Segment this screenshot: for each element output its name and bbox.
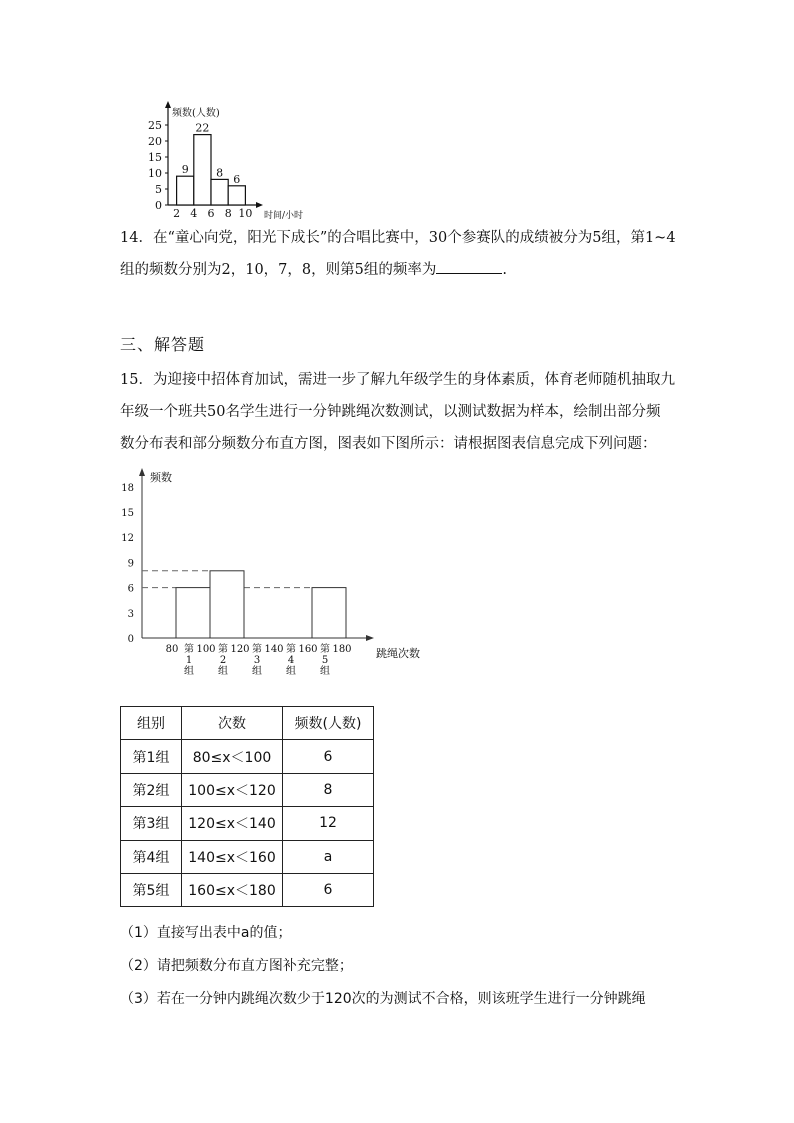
answer-blank (436, 257, 502, 274)
histogram-bar (176, 588, 210, 638)
histogram-bar (177, 176, 194, 205)
y-tick-label: 0 (155, 199, 162, 212)
data-label: 8 (216, 166, 224, 180)
x-tick-label: 4 (190, 207, 198, 220)
y-tick-label: 10 (148, 167, 162, 180)
x-axis-arrow (366, 635, 374, 641)
x-tick-label: 2 (173, 207, 181, 220)
y-tick-label: 0 (127, 634, 134, 645)
cell-group: 第2组 (121, 773, 182, 806)
x-tick-label: 100 (196, 644, 216, 655)
frequency-table (120, 706, 374, 907)
histogram-jump-rope (110, 465, 440, 685)
x-tick-label: 10 (238, 207, 253, 220)
y-tick-label: 15 (121, 508, 134, 519)
data-label: 22 (195, 121, 210, 135)
cell-group: 第5组 (121, 873, 182, 906)
table-row (121, 807, 374, 840)
q14-line2 (120, 254, 680, 286)
histogram-bar (211, 179, 228, 205)
cell-range: 100≤x＜120 (182, 773, 283, 806)
x-tick-label: 120 (230, 644, 250, 655)
y-tick-label: 6 (127, 583, 134, 595)
header-group: 组别 (121, 707, 182, 740)
x-tick-label: 180 (332, 644, 352, 655)
chart2-axes (121, 468, 420, 677)
data-label: 9 (181, 163, 189, 177)
table-header-row (121, 707, 374, 740)
x-axis-title: 跳绳次数 (376, 647, 420, 660)
table-row (121, 840, 374, 873)
cell-frequency: 12 (283, 807, 374, 840)
group-label-bottom: 组 (252, 666, 262, 677)
group-label-top: 第 (184, 644, 194, 655)
question-14 (120, 222, 680, 286)
table-row (121, 773, 374, 806)
histogram-hours (130, 98, 320, 223)
header-count: 次数 (182, 707, 283, 740)
x-tick-label: 6 (207, 207, 215, 220)
histogram-bar (194, 135, 211, 205)
q15-line3: 数分布表和部分频数分布直方图，图表如下图所示：请根据图表信息完成下列问题： (120, 436, 657, 452)
x-tick-label: 8 (224, 207, 232, 220)
x-axis-title: 时间/小时 (264, 211, 304, 221)
section-heading: 三、解答题 (120, 335, 206, 354)
y-axis-title: 频数(人数) (172, 108, 220, 119)
group-label-bottom: 组 (286, 666, 296, 677)
header-frequency: 频数(人数) (283, 707, 374, 740)
x-axis-arrow (256, 202, 263, 208)
subquestion-2: （2）请把频数分布直方图补充完整； (120, 958, 353, 974)
question-15 (120, 364, 680, 460)
q14-line1: 14．在“童心向党，阳光下成长”的合唱比赛中，30个参赛队的成绩被分为5组，第1~4 (120, 230, 676, 246)
group-label-number: 4 (287, 655, 295, 666)
q14-line2-text: 组的频数分别为2，10，7，8，则第5组的频率为 (120, 262, 437, 278)
subquestion-3: （3）若在一分钟内跳绳次数少于120次的为测试不合格，则该班学生进行一分钟跳绳 (120, 991, 646, 1007)
cell-frequency: 6 (283, 873, 374, 906)
y-axis-arrow (165, 101, 171, 108)
subquestion-1: （1）直接写出表中a的值； (120, 925, 292, 941)
y-tick-label: 20 (148, 135, 162, 148)
y-tick-label: 15 (148, 151, 162, 164)
cell-group: 第4组 (121, 840, 182, 873)
group-label-top: 第 (218, 644, 228, 655)
q15-line1: 15．为迎接中招体育加试，需进一步了解九年级学生的身体素质，体育老师随机抽取九 (120, 372, 675, 388)
y-tick-label: 3 (127, 608, 134, 620)
cell-frequency: 6 (283, 740, 374, 773)
table-row (121, 740, 374, 773)
x-tick-label: 80 (165, 644, 179, 655)
cell-group: 第1组 (121, 740, 182, 773)
histogram-bar (312, 588, 346, 638)
group-label-top: 第 (252, 644, 262, 655)
cell-range: 120≤x＜140 (182, 807, 283, 840)
y-tick-label: 18 (121, 482, 134, 494)
group-label-bottom: 组 (184, 666, 194, 677)
q14-line2-end: . (502, 262, 507, 278)
x-tick-label: 140 (264, 644, 284, 655)
histogram-bar (210, 571, 244, 638)
cell-group: 第3组 (121, 807, 182, 840)
y-tick-label: 5 (155, 183, 162, 196)
x-tick-label: 160 (298, 644, 318, 655)
cell-range: 160≤x＜180 (182, 873, 283, 906)
group-label-top: 第 (320, 644, 330, 655)
cell-range: 140≤x＜160 (182, 840, 283, 873)
cell-frequency: 8 (283, 773, 374, 806)
group-label-bottom: 组 (320, 666, 330, 677)
chart1-marks (177, 122, 246, 205)
group-label-top: 第 (286, 644, 296, 655)
q15-line2: 年级一个班共50名学生进行一分钟跳绳次数测试，以测试数据为样本，绘制出部分频 (120, 404, 661, 420)
histogram-bar (228, 186, 245, 205)
group-label-number: 1 (185, 655, 193, 666)
group-label-number: 2 (219, 655, 227, 666)
group-label-number: 3 (253, 655, 261, 666)
table-row (121, 873, 374, 906)
y-tick-label: 9 (127, 558, 134, 570)
cell-range: 80≤x＜100 (182, 740, 283, 773)
group-label-bottom: 组 (218, 666, 228, 677)
y-axis-arrow (139, 468, 145, 476)
data-label: 6 (233, 172, 241, 186)
y-tick-label: 12 (121, 533, 134, 545)
y-tick-label: 25 (148, 119, 162, 132)
y-axis-title: 频数 (150, 471, 172, 484)
cell-frequency: a (283, 840, 374, 873)
chart2-marks (176, 571, 346, 638)
group-label-number: 5 (321, 655, 329, 666)
